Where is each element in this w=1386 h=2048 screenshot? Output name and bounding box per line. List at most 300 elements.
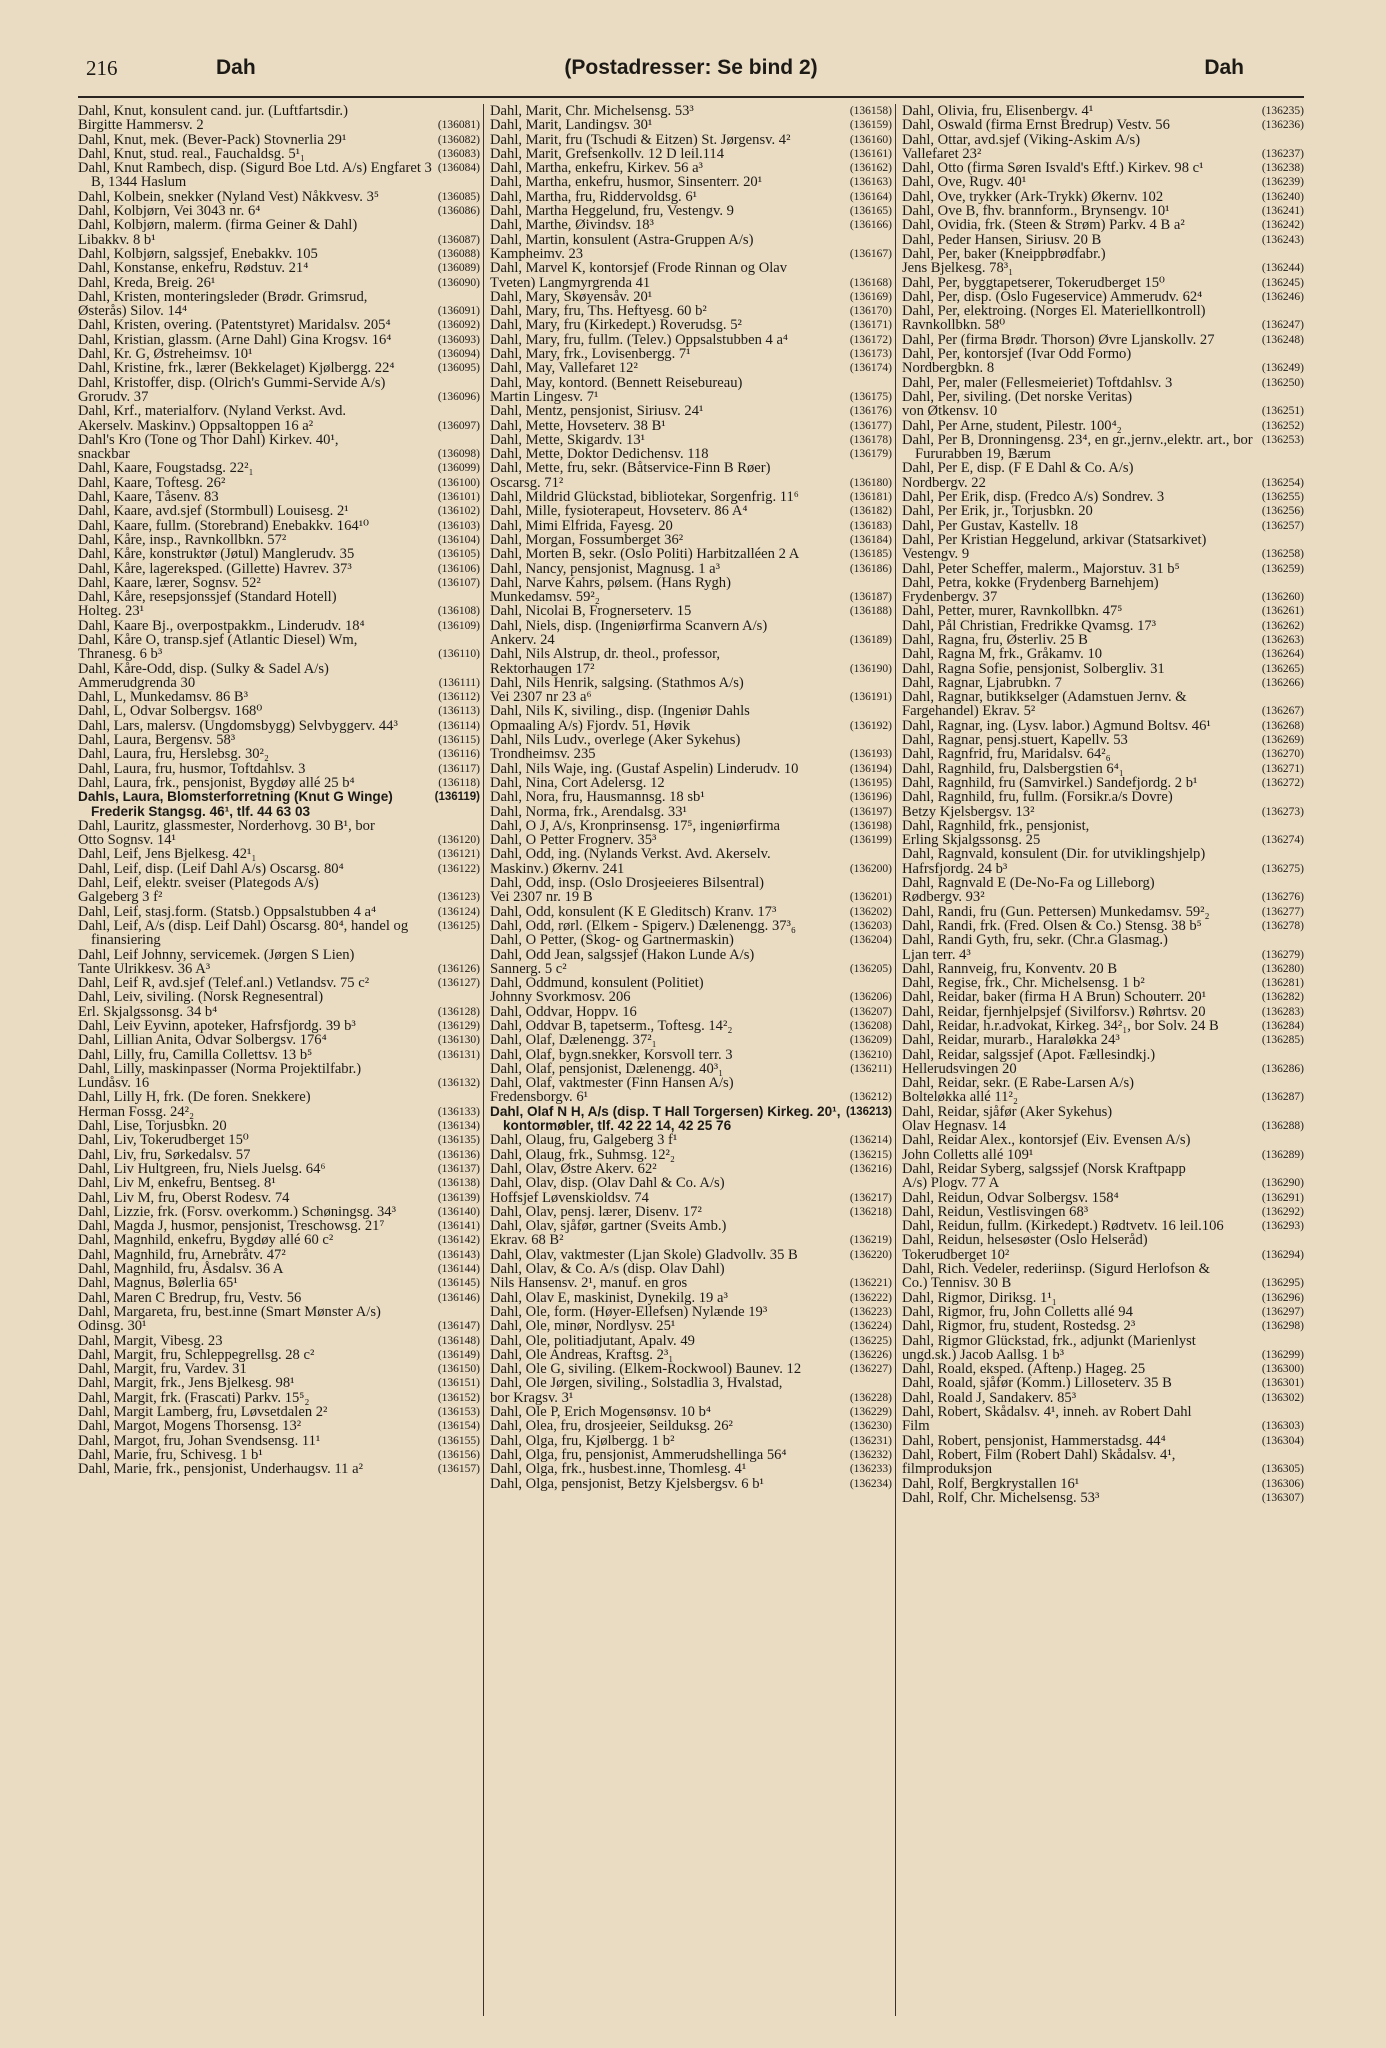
listing-entry (78, 819, 480, 833)
listing-entry (490, 476, 892, 490)
listing-entry (902, 847, 1304, 861)
listing-text: Dahl, Reidar, h.r.advokat, Kirkeg. 34²₁, bor Solv. 24 B (902, 1018, 1219, 1034)
listing-text: Lundåsv. 16 (78, 1075, 150, 1092)
listing-number: (136177) (849, 419, 893, 432)
listing-entry (902, 104, 1304, 118)
listing-text: Dahl, Kolbjørn, malerm. (firma Geiner & Dahl) (78, 217, 358, 234)
listing-number: (136254) (1261, 476, 1305, 489)
listing-text: von Øtkensv. 10 (902, 403, 998, 420)
listing-text: Dahl, Magda J, husmor, pensjonist, Treschowsg. 21⁷ (78, 1218, 385, 1235)
columns (78, 104, 1304, 2016)
listing-number: (136185) (849, 548, 893, 561)
listing-entry (490, 990, 892, 1004)
listing-entry (490, 1019, 892, 1033)
listing-number: (136194) (849, 762, 893, 775)
listing-entry (78, 776, 480, 790)
listing-text: Maskinv.) Økernv. 241 (490, 860, 625, 877)
listing-number: (136101) (437, 491, 481, 504)
listing-number: (136094) (437, 348, 481, 361)
listing-entry (490, 847, 892, 861)
listing-entry (490, 390, 892, 404)
listing-number: (136242) (1261, 219, 1305, 232)
listing-text: Dahl, O Petter Frognerv. 35³ (490, 832, 657, 849)
listing-entry (490, 318, 892, 332)
listing-number: (136163) (849, 176, 893, 189)
listing-number: (136162) (849, 162, 893, 175)
listing-text: Grorudv. 37 (78, 388, 149, 405)
listing-entry (490, 604, 892, 618)
listing-text: Dahl, Kaare, avd.sjef (Stormbull) Louisesg. 2¹ (78, 503, 349, 520)
listing-text: Munkedamsv. 59²₂ (490, 589, 600, 606)
listing-text: Dahl, Kåre O, transp.sjef (Atlantic Diesel) Wm, (78, 631, 358, 648)
listing-text: Ammerudgrenda 30 (78, 674, 196, 691)
listing-text: Dahl, Roald J, Sandakerv. 85³ (902, 1389, 1077, 1406)
listing-text: Dahl, Kristen, monteringsleder (Brødr. Grimsrud, (78, 288, 368, 305)
listing-entry (78, 562, 480, 576)
listing-text: Dahl, Odd, konsulent (K E Gleditsch) Kranv. 17³ (490, 903, 777, 920)
listing-entry (490, 261, 892, 275)
listing-number: (136125) (437, 919, 481, 932)
listing-number: (136157) (437, 1463, 481, 1476)
listing-text: Ljan terr. 4³ (902, 946, 971, 963)
listing-text: Dahl, Lauritz, glassmester, Norderhovg. 30 B¹, bor (78, 817, 375, 834)
listing-entry (490, 1434, 892, 1448)
listing-entry (490, 1219, 892, 1233)
listing-text: Dahl, Reidar Syberg, salgssjef (Norsk Kraftpapp (902, 1160, 1186, 1177)
listing-entry (490, 1176, 892, 1190)
listing-entry (902, 533, 1304, 547)
listing-text: John Colletts allé 109¹ (902, 1146, 1034, 1163)
listing-entry (902, 1462, 1304, 1476)
listing-number: (136238) (1261, 162, 1305, 175)
listing-entry (490, 1448, 892, 1462)
listing-text: Dahl, Ole G, siviling. (Elkem-Rockwool) Baunev. 12 (490, 1361, 802, 1378)
listing-text: Dahl, Olga, frk., husbest.inne, Thomlesg. 4¹ (490, 1461, 747, 1478)
listing-number: (136156) (437, 1448, 481, 1461)
listing-number: (136211) (850, 1062, 893, 1075)
listing-entry (78, 1391, 480, 1405)
listing-text: A/s) Plogv. 77 A (902, 1175, 1000, 1192)
listing-number: (136250) (1261, 376, 1305, 389)
listing-number: (136307) (1261, 1491, 1305, 1504)
listing-text: Dahl, Olga, pensjonist, Betzy Kjelsbergsv. 6 b¹ (490, 1475, 764, 1492)
listing-text: Dahl, Ragnar, pensj.stuert, Kapellv. 53 (902, 732, 1128, 749)
listing-number: (136128) (437, 1005, 481, 1018)
listing-number: (136199) (849, 834, 893, 847)
listing-text: Dahl, Martha, enkefru, husmor, Sinsenterr. 20¹ (490, 174, 763, 191)
listing-text: Dahl, Ovidia, frk. (Steen & Strøm) Parkv. 4 B a² (902, 217, 1185, 234)
listing-number: (136118) (438, 776, 481, 789)
listing-entry (902, 1376, 1304, 1390)
listing-entry (78, 690, 480, 704)
listing-entry (78, 647, 480, 661)
listing-text: Dahl, Odd, insp. (Oslo Drosjeeieres Bilsentral) (490, 875, 764, 892)
listing-entry (902, 1019, 1304, 1033)
listing-text: Dahl, Per Erik, disp. (Fredco A/s) Sondrev. 3 (902, 489, 1165, 506)
listing-entry (490, 676, 892, 690)
listing-number: (136133) (437, 1105, 481, 1118)
listing-text: Dahl, Ove, trykker (Ark-Trykk) Økernv. 102 (902, 188, 1164, 205)
listing-text: Dahl, Reidun, fullm. (Kirkedept.) Rødtvetv. 16 leil.106 (902, 1218, 1224, 1235)
listing-text: Dahl, Kolbein, snekker (Nyland Vest) Nåkkvesv. 3⁵ (78, 188, 379, 205)
listing-number: (136082) (437, 133, 481, 146)
listing-entry (902, 118, 1304, 132)
listing-entry (78, 1119, 480, 1133)
listing-entry (490, 633, 892, 647)
listing-text: Otto Sognsv. 14¹ (78, 832, 176, 849)
listing-entry (490, 204, 892, 218)
listing-number: (136103) (437, 519, 481, 532)
listing-text: Dahl, Per, baker (Kneippbrødfabr.) (902, 245, 1106, 262)
listing-text: Dahl, Olav, vaktmester (Ljan Skole) Gladvollv. 35 B (490, 1246, 798, 1263)
listing-entry (902, 862, 1304, 876)
listing-text: Dahl, Nils Waje, ing. (Gustaf Aspelin) Linderudv. 10 (490, 760, 799, 777)
listing-number: (136208) (849, 1020, 893, 1032)
listing-number: (136297) (1261, 1305, 1305, 1318)
listing-entry (490, 576, 892, 590)
listing-text: ungd.sk.) Jacob Aallsg. 1 b³ (902, 1346, 1065, 1363)
listing-text: Dahl, Laura, frk., pensjonist, Bygdøy allé 25 b⁴ (78, 774, 355, 791)
listing-number: (136267) (1261, 705, 1305, 718)
listing-text: Dahl, Kreda, Breig. 26¹ (78, 274, 216, 291)
listing-text: Dahl, Nils Ludv., overlege (Aker Sykehus) (490, 732, 741, 749)
listing-text: Dahl, Magnhild, fru, Arnebråtv. 47² (78, 1246, 286, 1263)
listing-text: Dahl, Reidun, Odvar Solbergsv. 158⁴ (902, 1189, 1119, 1206)
listing-entry (490, 1262, 892, 1276)
listing-entry (902, 719, 1304, 733)
listing-number: (136204) (849, 934, 893, 947)
listing-text: Dahl, Olav, sjåfør, gartner (Sveits Amb.) (490, 1218, 727, 1235)
listing-entry (490, 547, 892, 561)
listing-number: (136306) (1261, 1477, 1305, 1490)
listing-entry (902, 1291, 1304, 1305)
listing-number: (136123) (437, 891, 481, 904)
listing-entry (902, 190, 1304, 204)
listing-entry (78, 147, 480, 161)
listing-number: (136164) (849, 190, 893, 203)
listing-entry (490, 1419, 892, 1433)
listing-entry (902, 1191, 1304, 1205)
listing-text: Dahl, Ole P, Erich Mogensønsv. 10 b⁴ (490, 1404, 712, 1421)
listing-entry (490, 1090, 892, 1104)
listing-text: Nordbergv. 22 (902, 474, 986, 491)
listing-text: Dahl, Nancy, pensjonist, Magnusg. 1 a³ (490, 560, 721, 577)
listing-number: (136298) (1261, 1320, 1305, 1333)
listing-entry (490, 190, 892, 204)
listing-text: Ravnkollbkn. 58⁰ (902, 317, 1006, 334)
listing-text: Dahl, Leif Johnny, servicemek. (Jørgen S Lien) (78, 946, 355, 963)
listing-text: Dahl, Mentz, pensjonist, Siriusv. 24¹ (490, 403, 704, 420)
listing-entry (902, 247, 1304, 261)
listing-text: Sannerg. 5 c² (490, 960, 567, 977)
listing-number: (136200) (849, 862, 893, 875)
listing-text: Dahl, Kåre, lagereksped. (Gillette) Havrev. 37³ (78, 560, 352, 577)
listing-text: Dahl, Odd, rørl. (Elkem - Spigerv.) Dælenengg. 37³₆ (490, 917, 797, 934)
listing-entry (902, 890, 1304, 904)
listing-text: Dahl, Niels, disp. (Ingeniørfirma Scanvern A/s) (490, 617, 768, 634)
listing-number: (136271) (1261, 762, 1305, 775)
listing-entry (78, 619, 480, 633)
listing-text: Dahl, Odd Jean, salgssjef (Hakon Lunde A/s) (490, 946, 755, 963)
listing-entry (78, 1148, 480, 1162)
listing-number: (136127) (437, 977, 481, 990)
listing-text: Dahl, Mette, Hovseterv. 38 B¹ (490, 417, 666, 434)
listing-text: Dahl, Liv, fru, Sørkedalsv. 57 (78, 1146, 251, 1163)
listing-number: (136124) (437, 905, 481, 918)
listing-text: Dahl, Olivia, fru, Elisenbergv. 4¹ (902, 104, 1094, 119)
listing-entry (902, 1319, 1304, 1333)
listing-entry (902, 1362, 1304, 1376)
listing-number: (136221) (849, 1277, 893, 1290)
listing-text: Dahl, Mille, fysioterapeut, Hovseterv. 86 A⁴ (490, 503, 748, 520)
listing-entry (902, 762, 1304, 776)
listing-text: Dahl, Petter, murer, Ravnkollbkn. 47⁵ (902, 603, 1123, 620)
listing-number: (136107) (437, 576, 481, 589)
listing-entry (78, 1334, 480, 1348)
listing-number: (136229) (849, 1406, 893, 1419)
header-center-note: (Postadresser: Se bind 2) (564, 56, 818, 79)
listing-text: bor Kragsv. 3¹ (490, 1389, 574, 1406)
listing-entry (490, 347, 892, 361)
listing-text: Dahl, Margareta, fru, best.inne (Smart Mønster A/s) (78, 1303, 381, 1320)
listing-text: Herman Fossg. 24²₂ (78, 1103, 195, 1120)
listing-text: Dahl, L, Odvar Solbergsv. 168⁰ (78, 703, 263, 720)
listing-entry (78, 962, 480, 976)
listing-entry (490, 819, 892, 833)
listing-number: (136225) (849, 1334, 893, 1347)
listing-number: (136251) (1261, 405, 1305, 418)
listing-entry (490, 1405, 892, 1419)
listing-entry (490, 1048, 892, 1062)
listing-number: (136152) (437, 1391, 481, 1404)
listing-text: Dahl, Olaf, pensjonist, Dælenengg. 40³₁ (490, 1060, 724, 1077)
listing-entry (902, 805, 1304, 819)
listing-entry (902, 948, 1304, 962)
listing-number: (136263) (1261, 633, 1305, 646)
listing-entry (490, 790, 892, 804)
listing-text: Dahl, Per E, disp. (F E Dahl & Co. A/s) (902, 460, 1134, 477)
listing-text: Dahl, Mary, Skøyensåv. 20¹ (490, 288, 653, 305)
listing-entry (490, 719, 892, 733)
listing-number: (136173) (849, 348, 893, 361)
listing-number: (136172) (849, 333, 893, 346)
listing-number: (136153) (437, 1406, 481, 1419)
listing-number: (136129) (437, 1020, 481, 1032)
listing-entry (902, 1162, 1304, 1176)
listing-entry (78, 419, 480, 433)
listing-number: (136220) (849, 1248, 893, 1261)
listing-text: Dahl, Laura, fru, husmor, Toftdahlsv. 3 (78, 760, 306, 777)
listing-text: Galgeberg 3 f² (78, 889, 163, 906)
listing-entry (902, 790, 1304, 804)
listing-text: Dahl, Lilly H, frk. (De foren. Snekkere) (78, 1089, 311, 1106)
listing-entry (490, 533, 892, 547)
listing-text: Dahl, Olaf, vaktmester (Finn Hansen A/s) (490, 1075, 734, 1092)
listing-number: (136149) (437, 1348, 481, 1361)
listing-number: (136117) (438, 762, 481, 775)
listing-number: (136305) (1261, 1463, 1305, 1476)
listing-text: Betzy Kjelsbergsv. 13² (902, 803, 1035, 820)
listing-entry (902, 1219, 1304, 1233)
listing-text: Hoffsjef Løvenskioldsv. 74 (490, 1189, 649, 1206)
listing-entry (490, 1191, 892, 1205)
listing-number: (136170) (849, 305, 893, 318)
listing-text: Dahl, Mary, fru, fullm. (Telev.) Oppsalstubben 4 a⁴ (490, 331, 789, 348)
listing-text: Dahl, Ole, minør, Nordlysv. 25¹ (490, 1318, 676, 1335)
listing-text: Dahl, Martin, konsulent (Astra-Gruppen A/s) (490, 231, 754, 248)
listing-text: Dahl, Robert, Film (Robert Dahl) Skådalsv. 4¹, (902, 1446, 1176, 1463)
listing-text: Dahl, Marit, Grefsenkollv. 12 D leil.114 (490, 145, 724, 162)
listing-entry (490, 1133, 892, 1147)
listing-text: Dahl, Kåre-Odd, disp. (Sulky & Sadel A/s) (78, 660, 329, 677)
listing-entry (902, 833, 1304, 847)
listing-text: Vei 2307 nr 23 a⁶ (490, 689, 592, 706)
listing-text: Dahl, Rigmor Glückstad, frk., adjunkt (Marienlyst (902, 1332, 1196, 1349)
listing-number: (136148) (437, 1334, 481, 1347)
listing-number: (136236) (1261, 119, 1305, 132)
listing-number: (136277) (1261, 905, 1305, 918)
listing-number: (136275) (1261, 862, 1305, 875)
listing-entry (902, 1062, 1304, 1076)
listing-text: Dahl, Otto (firma Søren Isvald's Eftf.) Kirkev. 98 c¹ (902, 160, 1204, 177)
listing-number: (136289) (1261, 1148, 1305, 1161)
listing-entry (78, 919, 480, 948)
listing-text: Dahl, Reidar, sekr. (E Rabe-Larsen A/s) (902, 1075, 1135, 1092)
listing-entry (902, 933, 1304, 947)
listing-number: (136183) (849, 519, 893, 532)
listing-number: (136273) (1261, 805, 1305, 818)
listing-entry (78, 948, 480, 962)
listing-text: Dahl, Ragnar, ing. (Lysv. labor.) Agmund Boltsv. 46¹ (902, 717, 1211, 734)
listing-entry (78, 790, 480, 819)
listing-number: (136293) (1261, 1220, 1305, 1233)
listing-text: Thranesg. 6 b³ (78, 646, 163, 663)
listing-number: (136130) (437, 1034, 481, 1047)
listing-entry (902, 347, 1304, 361)
listing-entry (490, 733, 892, 747)
listing-text: Dahl, Ragnhild, fru, Dalsbergstien 6⁴₁ (902, 760, 1124, 777)
listing-entry (78, 376, 480, 390)
listing-number: (136285) (1261, 1034, 1305, 1047)
listing-entry (78, 476, 480, 490)
listing-text: Dahl, Olav, & Co. A/s (disp. Olav Dahl) (490, 1261, 725, 1278)
listing-entry (902, 704, 1304, 718)
listing-number: (136084) (437, 162, 481, 175)
listing-number: (136145) (437, 1277, 481, 1290)
listing-text: Dahl, Mette, Doktor Dedichensv. 118 (490, 446, 709, 463)
listing-number: (136086) (437, 205, 481, 218)
listing-entry (78, 1062, 480, 1076)
listing-text: Erling Skjalgssonsg. 25 (902, 832, 1041, 849)
listing-text: Vallefaret 23² (902, 145, 982, 162)
listing-text: Dahl, Reidar Alex., kontorsjef (Eiv. Evensen A/s) (902, 1132, 1191, 1149)
listing-number: (136262) (1261, 619, 1305, 632)
listing-entry (78, 1405, 480, 1419)
listing-text: Dahl, Ragnvald, konsulent (Dir. for utviklingshjelp) (902, 846, 1206, 863)
listing-number: (136268) (1261, 719, 1305, 732)
listing-text: Libakkv. 8 b¹ (78, 231, 156, 248)
listing-number: (136252) (1261, 419, 1305, 432)
listing-number: (136112) (438, 691, 481, 704)
listing-number: (136136) (437, 1148, 481, 1161)
listing-text: Dahl, Ragna Sofie, pensjonist, Solbergliv. 31 (902, 660, 1165, 677)
listing-entry (902, 562, 1304, 576)
listing-text: Dahl, Rich. Vedeler, rederiinsp. (Sigurd Herlofson & (902, 1261, 1210, 1278)
listing-text: Hafrsfjordg. 24 b³ (902, 860, 1008, 877)
listing-text: Dahl, Olaug, fru, Galgeberg 3 f¹ (490, 1132, 678, 1149)
listing-text: Dahl, Kristen, overing. (Patentstyret) Maridalsv. 205⁴ (78, 317, 391, 334)
listing-number: (136245) (1261, 276, 1305, 289)
listing-entry (78, 1048, 480, 1062)
column-3 (902, 104, 1304, 2016)
listing-entry (78, 590, 480, 604)
listing-entry (490, 218, 892, 232)
listing-text: Dahl, Marit, Landingsv. 30¹ (490, 117, 653, 134)
listing-number: (136274) (1261, 834, 1305, 847)
listing-number: (136239) (1261, 176, 1305, 189)
listing-text: Vestengv. 9 (902, 546, 970, 563)
listing-entry (902, 633, 1304, 647)
listing-entry (78, 347, 480, 361)
listing-entry (490, 404, 892, 418)
listing-entry (78, 104, 480, 118)
column-divider (483, 104, 487, 2016)
listing-number: (136141) (437, 1220, 481, 1233)
listing-number: (136227) (849, 1363, 893, 1376)
listing-text: Dahl, Margot, fru, Johan Svendsensg. 11¹ (78, 1432, 321, 1449)
listing-text: Dahl, Leif R, avd.sjef (Telef.anl.) Vetlandsv. 75 c² (78, 975, 370, 992)
listing-entry (902, 1033, 1304, 1047)
listing-entry (902, 1477, 1304, 1491)
listing-text: Dahl, Marie, frk., pensjonist, Underhaugsv. 11 a² (78, 1461, 363, 1478)
listing-text: Dahl, O Petter, (Skog- og Gartnermaskin) (490, 932, 734, 949)
listing-entry (902, 733, 1304, 747)
listing-entry (78, 304, 480, 318)
listing-number: (136119) (434, 791, 481, 804)
listing-text: Dahl, Rigmor, Diriksg. 1¹₁ (902, 1289, 1057, 1306)
listing-text: Dahl, Kaare, fullm. (Storebrand) Enebakkv. 164¹⁰ (78, 517, 369, 534)
listing-entry (902, 218, 1304, 232)
listing-text: Dahl, Ragnar, Ljabrubkn. 7 (902, 674, 1062, 691)
listing-text: Dahl, Olav E, maskinist, Dynekilg. 19 a³ (490, 1289, 728, 1306)
listing-number: (136279) (1261, 948, 1305, 961)
listing-number: (136140) (437, 1205, 481, 1218)
listing-number: (136256) (1261, 505, 1305, 518)
listing-entry (902, 919, 1304, 933)
listing-number: (136176) (849, 405, 893, 418)
listing-entry (78, 762, 480, 776)
listing-text: Dahl, Reidun, helsesøster (Oslo Helseråd) (902, 1232, 1148, 1249)
listing-text: Dahl, Mette, fru, sekr. (Båtservice-Finn B Røer) (490, 460, 771, 477)
listing-text: Dahl, Ragnar, butikkselger (Adamstuen Jernv. & (902, 689, 1187, 706)
listing-number: (136097) (437, 419, 481, 432)
listing-text: Dahl, Ole, politiadjutant, Apalv. 49 (490, 1332, 695, 1349)
listing-entry (78, 190, 480, 204)
listing-entry (490, 976, 892, 990)
listing-number: (136146) (437, 1291, 481, 1304)
listing-number: (136113) (438, 705, 481, 718)
header-left-keyword: Dah (216, 56, 256, 79)
listing-entry (78, 676, 480, 690)
listing-entry (490, 919, 892, 933)
listing-text: Dahl, Olaf N H, A/s (disp. T Hall Torgersen) Kirkeg. 20¹, kontormøbler, tlf. 42 22 14, 42 25 76 (490, 1103, 841, 1134)
listing-number: (136202) (849, 905, 893, 918)
listing-text: Dahl, Margit, fru, Schleppegrellsg. 28 c² (78, 1346, 315, 1363)
listing-entry (78, 1019, 480, 1033)
listing-text: Dahl, Reidar, baker (firma H A Brun) Schouterr. 20¹ (902, 989, 1207, 1006)
listing-text: Dahl, Reidar, murarb., Haraløkka 24³ (902, 1032, 1120, 1049)
listing-text: Dahl, Kolbjørn, Vei 3043 nr. 6⁴ (78, 203, 261, 220)
